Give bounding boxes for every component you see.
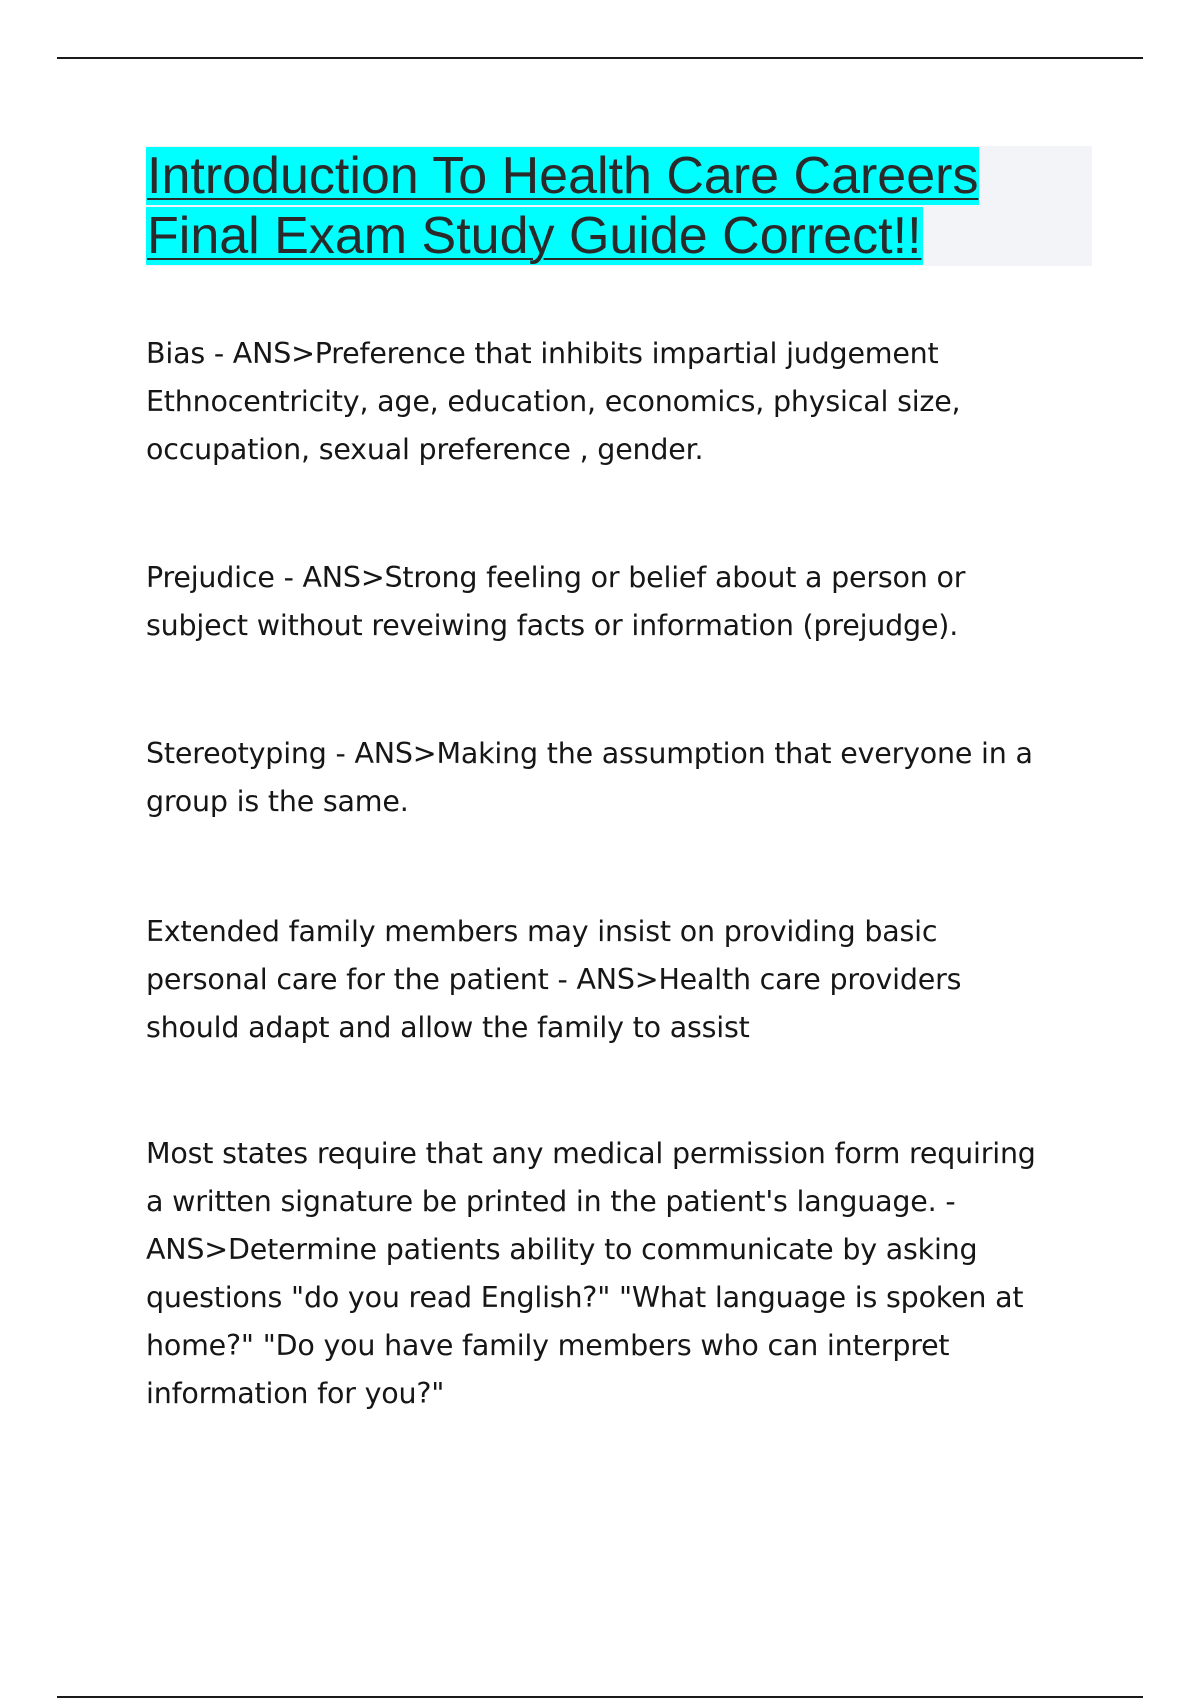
title-line-2: Final Exam Study Guide Correct!! <box>147 207 922 265</box>
title-line-1: Introduction To Health Care Careers <box>147 147 979 205</box>
entry-medical-permission: Most states require that any medical permission form requiring a written signature be printed in the patient's language. - ANS>Determine patients ability to communicate by asking questions "do you read English?" "What language is spoken at home?" "Do you have family members who can interpret information for you?" <box>146 1137 1036 1410</box>
top-rule <box>57 57 1143 59</box>
entry-prejudice: Prejudice - ANS>Strong feeling or belief about a person or subject without reveiwing facts or information (prejudge). <box>146 561 966 642</box>
bottom-rule <box>57 1696 1143 1698</box>
entry-stereotyping: Stereotyping - ANS>Making the assumption that everyone in a group is the same. <box>146 737 1033 818</box>
entry-extended-family: Extended family members may insist on providing basic personal care for the patient - ANS>Health care providers should adapt and allow the family to assist <box>146 915 962 1044</box>
title-block <box>146 146 1092 266</box>
entry-bias: Bias - ANS>Preference that inhibits impartial judgement Ethnocentricity, age, education, economics, physical size, occupation, sexual preference , gender. <box>146 337 961 466</box>
